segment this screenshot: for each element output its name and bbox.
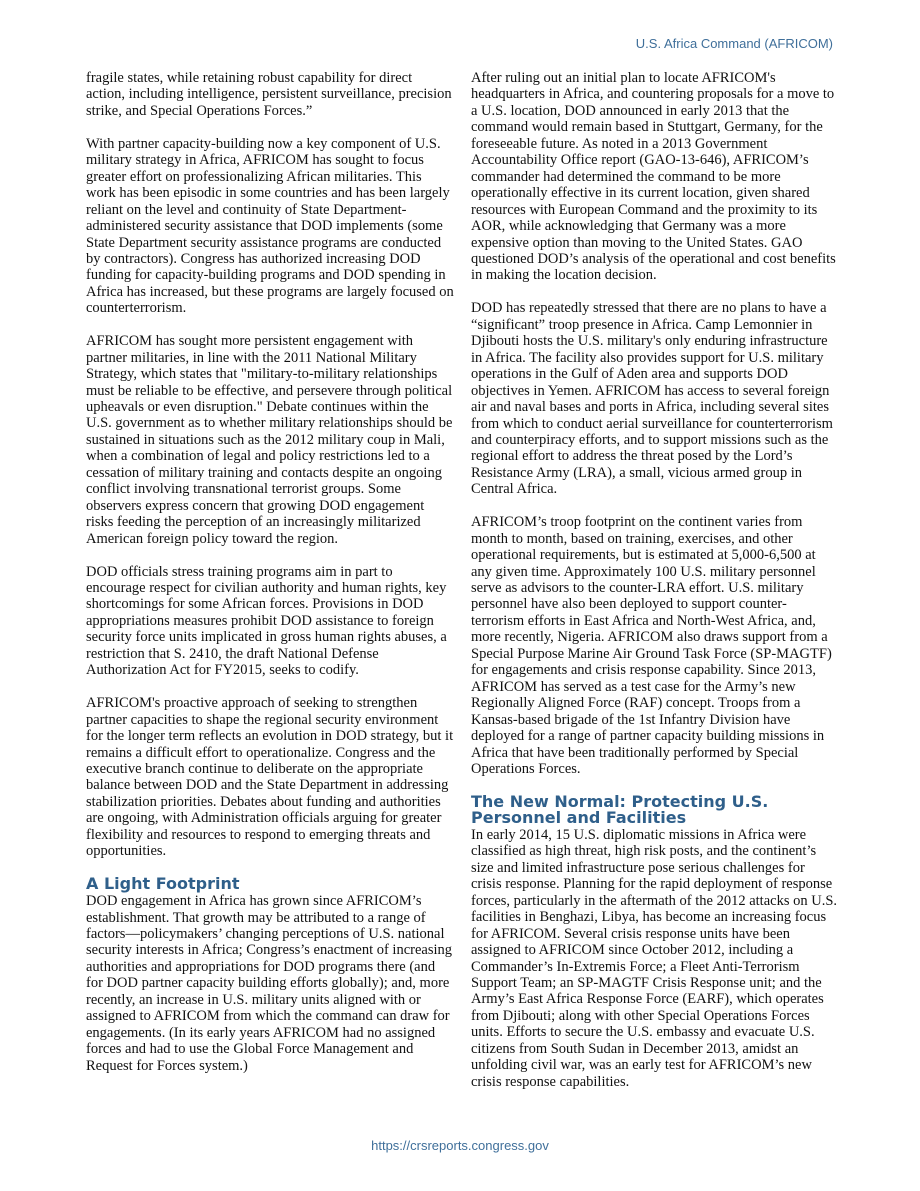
running-header: U.S. Africa Command (AFRICOM) (635, 36, 833, 51)
paragraph: In early 2014, 15 U.S. diplomatic missions in Africa were classified as high threat, high risk posts, and the continent’s size and limited infrastructure pose serious challenges for crisis response. Planning for the rapid deployment of response forces, particularly in the aftermath of the 2012 attacks on U.S. facilities in Benghazi, Libya, has become an increasing focus for AFRICOM. Several crisis response units have been assigned to AFRICOM since October 2012, including a Commander’s In-Extremis Force; a Fleet Anti-Terrorism Support Team; an SP-MAGTF Crisis Response unit; and the Army’s East Africa Response Force (EARF), which operates from Djibouti; along with other Special Operations Forces units. Efforts to secure the U.S. embassy and evacuate U.S. citizens from South Sudan in December 2013, amidst an unfolding civil war, was an early test for AFRICOM’s new crisis response capabilities. (471, 826, 838, 1090)
left-column (86, 70, 454, 1074)
paragraph: fragile states, while retaining robust capability for direct action, including intelligence, persistent surveillance, precision strike, and Special Operations Forces.” (86, 70, 452, 119)
paragraph: After ruling out an initial plan to locate AFRICOM's headquarters in Africa, and countering proposals for a move to a U.S. location, DOD announced in early 2013 that the command would remain based in Stuttgart, Germany, for the foreseeable future. As noted in a 2013 Government Accountability Office report (GAO-13-646), AFRICOM’s commander had determined the command to be more operationally effective in its current location, given shared resources with European Command and the proximity to its AOR, while acknowledging that Germany was a more expensive option than moving to the United States. GAO questioned DOD’s analysis of the operational and cost benefits in making the location decision. (471, 70, 836, 284)
paragraph: AFRICOM has sought more persistent engagement with partner militaries, in line with the 2011 National Military Strategy, which states that "military-to-military relationships must be reliable to be effective, and persevere through political upheavals or even disruption." Debate continues within the U.S. government as to whether military relationships should be sustained in situations such as the 2012 military coup in Mali, when a combination of legal and policy restrictions led to a cessation of military training and contacts despite an ongoing conflict involving transnational terrorist groups. Some observers express concern that growing DOD engagement risks feeding the perception of an increasingly militarized American foreign policy toward the region. (86, 333, 453, 547)
section-heading: The New Normal: Protecting U.S. Personnel and Facilities (471, 791, 769, 827)
paragraph: AFRICOM’s troop footprint on the continent varies from month to month, based on training, exercises, and other operational requirements, but is estimated at 5,000-6,500 at any given time. Approximately 100 U.S. military personnel serve as advisors to the counter-LRA effort. U.S. military personnel have also been deployed to support counter-terrorism efforts in East Africa and North-West Africa, and, more recently, Nigeria. AFRICOM also draws support from a Special Purpose Marine Air Ground Task Force (SP-MAGTF) for engagements and crisis response capability. Since 2013, AFRICOM has served as a test case for the Army’s new Regionally Aligned Force (RAF) concept. Troops from a Kansas-based brigade of the 1st Infantry Division have deployed for a range of partner capacity building missions in Africa that have been traditionally performed by Special Operations Forces. (471, 514, 832, 777)
paragraph: DOD officials stress training programs aim in part to encourage respect for civilian authority and human rights, key shortcomings for some African forces. Provisions in DOD appropriations measures prohibit DOD assistance to foreign security force units implicated in gross human rights abuses, a restriction that S. 2410, the draft National Defense Authorization Act for FY2015, seeks to codify. (86, 563, 447, 679)
section-heading: A Light Footprint (86, 874, 240, 894)
paragraph: DOD engagement in Africa has grown since AFRICOM’s establishment. That growth may be attributed to a range of factors—policymakers’ changing perceptions of U.S. national security interests in Africa; Congress’s enactment of increasing authorities and appropriations for DOD programs there (and for DOD partner capacity building efforts globally); and, more recently, an increase in U.S. military units aligned with or assigned to AFRICOM from which the command can draw for engagements. (In its early years AFRICOM had no assigned forces and had to use the Global Force Management and Request for Forces system.) (86, 893, 453, 1074)
paragraph: DOD has repeatedly stressed that there are no plans to have a “significant” troop presence in Africa. Camp Lemonnier in Djibouti hosts the U.S. military's only enduring infrastructure in Africa. The facility also provides support for U.S. military operations in the Gulf of Aden area and supports DOD objectives in Yemen. AFRICOM has access to several foreign air and naval bases and ports in Africa, including several sites from which to conduct aerial surveillance for counterterrorism and counterpiracy efforts, and to support missions such as the regional effort to address the threat posed by the Lord’s Resistance Army (LRA), a small, vicious armed group in Central Africa. (471, 300, 833, 498)
paragraph: With partner capacity-building now a key component of U.S. military strategy in Africa, AFRICOM has sought to focus greater effort on professionalizing African militaries. This work has been episodic in some countries and has been largely reliant on the level and continuity of State Department-administered security assistance that DOD implements (some State Department security assistance programs are conducted by contractors). Congress has authorized increasing DOD funding for capacity-building programs and DOD spending in Africa has increased, but these programs are largely focused on counterterrorism. (86, 135, 454, 317)
footer-url[interactable]: https://crsreports.congress.gov (371, 1138, 549, 1153)
paragraph: AFRICOM's proactive approach of seeking to strengthen partner capacities to shape the regional security environment for the longer term reflects an evolution in DOD strategy, but it remains a difficult effort to operationalize. Congress and the executive branch continue to deliberate on the appropriate balance between DOD and the State Department in addressing stabilization priorities. Debates about funding and authorities are ongoing, with Administration officials arguing for greater flexibility and resources to respond to emerging threats and opportunities. (86, 695, 454, 860)
right-column (471, 70, 839, 1090)
